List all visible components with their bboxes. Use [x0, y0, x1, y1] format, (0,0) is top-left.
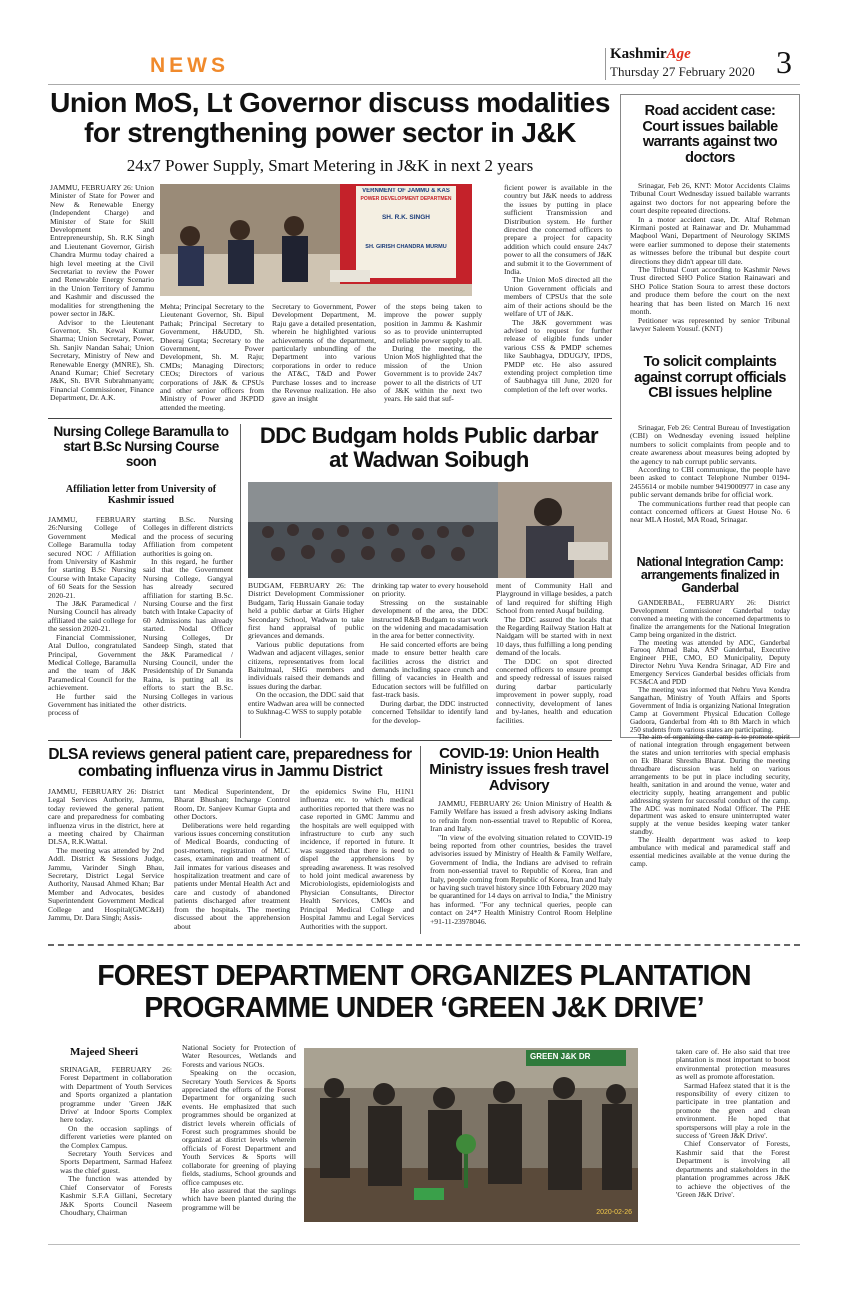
lead-headline-line-2: for strengthening power sector in J&K	[84, 117, 576, 148]
nursing-para: In this regard, he further said that the Government Nursing College, Gangyal has already secured affiliation for starting B.Sc. Nursing Course and the first batch with Intake Capacity of 60 Admissions has already started. Nodal Officer Nursing Colleges, Dr Sandeep Singh, stated that the J&K Paramedical / Nursing Council, under the Presidentship of Dr Sunanda Raina, is putting all its efforts to start the B.Sc. Nursing Colleges in various other districts.	[143, 557, 233, 709]
lead-col-3	[272, 303, 376, 404]
section-label: NEWS	[150, 54, 229, 77]
forest-col-1	[60, 1066, 172, 1217]
page-number: 3	[776, 44, 792, 80]
national-body	[630, 600, 790, 869]
lead-col-2	[160, 303, 264, 412]
covid-headline: COVID-19: Union Health Ministry issues fresh travel Advisory	[429, 745, 609, 794]
nursing-para: starting B.Sc. Nursing Colleges in different districts and the process of securing Affiliation from competent authorities is going on.	[143, 515, 233, 558]
nursing-subhead: Affiliation letter from University of Kashmir issued	[65, 484, 217, 506]
lead-headline	[40, 88, 620, 148]
forest-photo-stamp: 2020-02-26	[596, 1209, 632, 1216]
ddc-para: Various public deputations from Wadwan and adjacent villages, senior citizens, representatives from local Baitulmaal, SHG members and individuals raised their demands and issues during the darbar.	[248, 639, 364, 691]
nursing-col-1	[48, 516, 136, 718]
forest-para: Secretary Youth Services and Sports Department, Sarmad Hafeez was the chief guest.	[60, 1149, 172, 1175]
nursing-para: The J&K Paramedical / Nursing Council has already affiliated the said college for the session 2020-21.	[48, 599, 136, 634]
lead-col-1	[50, 184, 154, 403]
national-headline: National Integration Camp: arrangements finalized in Ganderbal	[636, 555, 784, 595]
nursing-para: Financial Commissioner, Atal Dulloo, congratulated Principal, Government Medical College, Baramulla and the team of J&K Paramedical Council for the achievement.	[48, 632, 136, 693]
masthead-divider	[605, 48, 606, 80]
dlsa-headline	[40, 746, 420, 780]
ddc-para: During darbar, the DDC instructed concerned Tehsildar to identify land for the develop-	[372, 698, 488, 725]
forest-byline: Majeed Sheeri	[70, 1046, 139, 1058]
section-divider	[48, 944, 800, 946]
paper-logo-left: Kashmir	[610, 46, 667, 62]
national-para: The meeting was attended by ADC, Ganderbal Farooq Ahmad Baba, ASP Ganderbal, Executive Engineer PHE, CMO, EO Municipality, Deputy Director Nehru Yuva Kendra Srinagar, AD Fire and Emergency Services Ganderbal besides officials from FCS&CA and PDD	[630, 638, 790, 687]
nursing-headline: Nursing College Baramulla to start B.Sc Nursing Course soon	[53, 424, 229, 469]
photo-banner-line-4: SH. GIRISH CHANDRA MURMU	[365, 244, 447, 250]
forest-para: The function was attended by Chief Conservator of Forests Kashmir S.F.A Gillani, Secretary J&K Sports Council Naseem Choudhary, Chairman	[60, 1174, 172, 1217]
forest-headline	[40, 960, 808, 1024]
cbi-body	[630, 424, 790, 525]
nursing-para: He further said the Government has initiated the process of	[48, 691, 136, 718]
covid-para: JAMMU, FEBRUARY 26: Union Ministry of Health & Family Welfare has issued a fresh advisory asking Indians to refrain from non-essential travel to Republic of Korea, Iran and Italy.	[430, 799, 612, 834]
photo-banner-line-1: VERNMENT OF JAMMU & KAS	[362, 188, 450, 194]
dlsa-para: Deliberations were held regarding various issues concerning constitution of Medical Boards, conducting of post-mortem, registration of MLC cases, examination and treatment of Jail inmates for various diseases and hospitalization treatment and care of patients under Mental Health Act and care and custody of abandoned patients discharged after treatment from the hospitals. The meeting discussed about the apprehension about	[174, 820, 290, 931]
forest-photo-art	[304, 1048, 638, 1222]
national-para: The meeting was informed that Nehru Yuva Kendra Sangathan, Ministry of Youth Affairs and Sports Government of India is organizing National Integration Camp at Government Physical Education College Gadoora, Ganderbal from 4th to 8th March in which 250 students from various states are participating.	[630, 685, 790, 734]
covid-para: "In view of the evolving situation related to COVID-19 being reported from other countries, besides the travel advisories issued by Ministry of Health & Family Welfare, Government of India, the Indians are advised to refrain from non-essential travel to Republic of Korea, Iran and Italy, people coming from Republic of Korea, Iran and Italy or having such travel history since 10th February 2020 may be quarantined for 14 days on arrival to India," the Ministry has informed. "For any technical queries, people can contact on 24*7 Health Ministry Control Room Helpline +91-11-23978046.	[430, 832, 612, 926]
lead-col-4	[384, 303, 482, 404]
cbi-headline: To solicit complaints against corrupt officials CBI issues helpline	[634, 354, 786, 401]
ddc-headline	[246, 424, 612, 472]
forest-photo-banner: GREEN J&K DR	[530, 1052, 591, 1061]
ddc-para: BUDGAM, FEBRUARY 26: The District Development Commissioner Budgam, Tariq Hussain Ganaie today held a public darbar at Girls Higher Secondary School, Wadwan to take first hand appraisal of public grievances and demands.	[248, 581, 364, 641]
ddc-para: He said concerted efforts are being made to ensure better health care facilities across the district and demands including space crunch and filling of vacancies in Health and Education sectors will be fulfilled on fast-track basis.	[372, 639, 488, 700]
road-para: The Tribunal Court according to Kashmir News Trust directed SHO Police Station Rainawari and SHO Police Station Soura to arrest these doctors and produce them before the court on the next hearing that has been listed on March 16 next month.	[630, 265, 790, 317]
masthead-rule	[48, 84, 800, 85]
page-bottom-rule	[48, 1244, 800, 1245]
road-para: Srinagar, Feb 26, KNT: Motor Accidents Claims Tribunal Court Wednesday issued bailable warrants against two doctors for not appearing before the court despite repeated directions.	[630, 181, 790, 216]
national-para: The Health department was asked to keep ambulance with medical and paramedical staff and essential medicines available at the venue during the camp.	[630, 836, 790, 868]
ddc-para: The DDC assured the locals that the Regarding Railway Station Halt at Naidgam will be started with in next 10 days, thus fulfilling a long pending demand of the locals.	[496, 614, 612, 658]
forest-col-2	[182, 1044, 296, 1212]
lead-para: JAMMU, FEBRUARY 26: Union Minister of State for Power and New & Renewable Energy (Independent Charge) and Minister of State for Skill Development and Entrepreneurship, Sh. R.K Singh and Lieutenant Governor, Girish Chandra Murmu today chaired a high level meeting at the Civil Secretariat to review the Power and Renewable Energy Scenario in the Union Territory of Jammu and Kashmir and discussed the modalities for strengthening the power sector in J&K.	[50, 183, 154, 319]
forest-para: Chief Conservator of Forests, Kashmir said that the Forest Department is involving all departments and stakeholders in the plantation programmes across J&K to achieve the objectives of the 'Green J&K Drive'.	[676, 1139, 790, 1199]
dlsa-para: The meeting was attended by 2nd Addl. District & Sessions Judge, Jammu, Varinder Singh Bhau, Secretary, District Legal Service Authority, Nausad Ahmed Khan; Bar Member and Advocates, besides Superintendent Government Medical College and Hospital(GMC&H) Jammu, Dr. Dara Singh; Assis-	[48, 845, 164, 923]
dlsa-col-3	[300, 788, 414, 931]
photo-banner-line-2: POWER DEVELOPMENT DEPARTMEN	[360, 196, 452, 202]
lead-para: The Union MoS directed all the Union Government officials and members of CPSUs that the sole aim of their actions should be the welfare of UT of J&K.	[504, 275, 612, 319]
forest-para: Sarmad Hafeez stated that it is the responsibility of every citizen to participate in tree plantation and promote the green and clean environment. He hoped that sportspersons will play a role in the success of 'Green J&K Drive'.	[676, 1080, 790, 1141]
road-para: Petitioner was represented by senior Tribunal lawyer Saleem Yousuf. (KNT)	[630, 315, 790, 333]
lead-para: of the steps being taken to improve the power supply position in Jammu & Kashmir so as to provide uninterrupted and reliable power supply to all.	[384, 302, 482, 345]
mid-rule	[48, 740, 612, 741]
lead-subhead: 24x7 Power Supply, Smart Metering in J&K in next 2 years	[126, 156, 534, 175]
ddc-para: On the occasion, the DDC said that entire Wadwan area will be connected to Sukhnag-C WSS to supply potable	[248, 690, 364, 717]
forest-col-3	[676, 1048, 790, 1199]
cbi-para: According to CBI communique, the people have been asked to contact Telephone Number 0194-2455614 or mobile number 9419000977 in case any public servant demands bribe for official work.	[630, 465, 790, 500]
lead-para: Mehta; Principal Secretary to the Lieutenant Governor, Sh. Bipul Pathak; Principal Secretary to Government, H&UDD, Sh. Dheeraj Gupta; Secretary to the Government, Power Development, Sh. M. Raju; CMDs; Managing Directors; CEOs; Directors of various corporations of J&K & CPSUs and other senior officers from Ministry of Power and JKPDD attended the meeting.	[160, 302, 264, 412]
nursing-col-2	[143, 516, 233, 709]
lead-para: The J&K government was advised to request for further release of eligible funds under various CSS & PMDP schemes like Saubhagya, DDUGJY, IPDS, PMDP etc. He also assured extending project completion time of Saubhagya till June, 2020 for completion of the left over works.	[504, 317, 612, 394]
paper-logo-right: Age	[666, 46, 691, 62]
lead-photo	[160, 184, 472, 296]
forest-headline-line-1: FOREST DEPARTMENT ORGANIZES PLANTATION	[97, 960, 751, 992]
forest-para: He also assured that the saplings which have been planted during the programme will be	[182, 1185, 296, 1212]
national-para: The aim of organizing the camp is to promote spirit of national integration through engagement between the states and union territories with special emphasis on Ek Bharat Shrestha Bharat. During the meeting threadbare discussion was held on various arrangements to be put in place including security, health, sanitation in and around the venue, water and electricity supply, heating arrangement and public addressing system for successful conduct of the camp. The ADC was nominated Nodal Officer. The PHE department was asked to ensure uninterrupted water supply at the venue besides keeping water tanker standby.	[630, 733, 790, 837]
cbi-para: Srinagar, Feb 26: Central Bureau of Investigation (CBI) on Wednesday evening issued helpline numbers to solicit complaints from people and to create awareness about measures being adopted by the agency to nab corrupt public servants.	[630, 423, 790, 466]
ddc-para: ment of Community Hall and Playground in village besides, a patch of land required for shifting High School from rented Auqaf building.	[496, 581, 612, 616]
covid-body	[430, 800, 612, 926]
ddc-headline-line-1: DDC Budgam holds Public darbar	[259, 423, 599, 448]
forest-para: Speaking on the occasion, Secretary Youth Services & Sports appreciated the efforts of the Forest Department for organizing such events. He emphasized that such programmes should be organized at district levels wherein officials of Forest such programmes should be organized at district levels wherein officials of Forest Department and Youth Services & Sports will collaborate for greening of playing fields, stadiums, School grounds and office campuses etc.	[182, 1068, 296, 1187]
paper-logo	[610, 46, 691, 63]
ddc-col-1	[248, 582, 364, 717]
lead-bottom-rule	[48, 418, 612, 419]
lead-para: Secretary to Government, Power Development Department, M. Raju gave a detailed presentation, wherein he highlighted various achievements of the department, particularly unbundling of the Department into various corporations in order to reduce the AT&C, T&D and Power Purchase losses and to increase the Revenue realization. He also gave an insight	[272, 302, 376, 404]
forest-headline-line-2: PROGRAMME UNDER ‘GREEN J&K DRIVE’	[144, 992, 704, 1024]
cbi-para: The communications further read that people can contact concerned officers at Guest House No. 6 near MLA Hostel, MA Road, Srinagar.	[630, 498, 790, 525]
lead-headline-line-1: Union MoS, Lt Governor discuss modalities	[50, 87, 610, 118]
lead-col-5	[504, 184, 612, 394]
ddc-para: The DDC on spot directed concerned officers to ensure prompt and speedy redressal of issues raised during darbar particularly improvement in power supply, road connectivity, development of lanes and by-lanes, health and education facilities.	[496, 656, 612, 725]
forest-para: SRINAGAR, FEBRUARY 26: Forest Department in collaboration with Department of Youth Services and Sports organized a plantation programme under 'Green J&K Drive' at Indoor Sports Complex here today.	[60, 1065, 172, 1125]
dlsa-para: JAMMU, FEBRUARY 26: District Legal Services Authority, Jammu, today reviewed the general patient care and preparedness for combating influenza virus in the district, here at a meeting chaired by Chairman DLSA, R.K.Wattal.	[48, 787, 164, 847]
photo-banner-line-3: SH. R.K. SINGH	[381, 214, 431, 221]
ddc-photo	[248, 482, 612, 578]
ddc-para: drinking tap water to every household on priority.	[372, 581, 488, 599]
ddc-para: Stressing on the sustainable development of the area, the DDC instructed R&B Budgam to start work on the widening and macadamisation in the area for better connectivity.	[372, 597, 488, 641]
dlsa-headline-line-1: DLSA reviews general patient care, preparedness for	[48, 746, 412, 763]
issue-date: Thursday 27 February 2020	[610, 64, 755, 79]
forest-para: taken care of. He also said that tree plantation is most important to boost environmental protection measures as well as promote afforestation.	[676, 1047, 790, 1082]
ddc-headline-line-2: at Wadwan Soibugh	[329, 447, 529, 472]
forest-para: On the occasion saplings of different varieties were planted on the Complex Campus.	[60, 1123, 172, 1150]
forest-photo	[304, 1048, 638, 1222]
ddc-col-3	[496, 582, 612, 725]
dlsa-para: tant Medical Superintendent, Dr Bharat Bhushan; Incharge Control Room, Dr. Sanjeev Kumar Gupta and other Doctors.	[174, 787, 290, 822]
dlsa-headline-line-2: combating influenza virus in Jammu District	[77, 763, 383, 780]
ddc-photo-art	[248, 482, 612, 578]
road-body	[630, 182, 790, 333]
lead-para: ficient power is available in the country but J&K needs to address the issues by putting in place sufficient Transmission and Distribution system. He further directed the concerned officers to prepare a project for capacity addition which could ensure 24x7 power to all the consumers of J&K and submit it to the Government of India.	[504, 183, 612, 277]
nursing-para: JAMMU, FEBRUARY 26:Nursing College of Government Medical College Baramulla today secured NOC / Affiliation from University of Kashmir for starting B.Sc Nursing Course with Intake Capacity of 60 Seats for the Session 2020-21.	[48, 515, 136, 600]
dlsa-col-1	[48, 788, 164, 923]
dlsa-col-2	[174, 788, 290, 931]
forest-para: National Society for Protection of Water Resources, Wetlands and Forests and various NGOs.	[182, 1043, 296, 1069]
lead-para: Advisor to the Lieutenant Governor, Sh. Kewal Kumar Sharma; Union Secretary, Power, Sh. Sanjiv Nandan Sahai; Union Secretary, Ministry of New and Renewable Energy (MNRE), Sh. Anand Kumar; Chief Secretary J&K, Sh. BVR Subrahmanyam; Financial Commissioner, Finance Department, Dr. A.K.	[50, 317, 154, 403]
road-headline: Road accident case: Court issues bailable warrants against two doctors	[642, 103, 778, 166]
nursing-divider	[240, 424, 241, 738]
dlsa-para: the epidemics Swine Flu, H1N1 influenza etc. to which medical authorities reported that there was no case reported in GMC Jammu and the hospitals are well equipped with infrastructure to curb any such incidence, if reported in future. It was suggested that there is need to dispel the apprehensions by spreading awareness. It was resolved to hold joint medical awareness by Microbiologists, epidemiologists and Physician Consultants, Director Health Services, CMOs and Principal Medical College and Hospital Jammu and Legal Services Authorities with the support.	[300, 787, 414, 931]
ddc-col-2	[372, 582, 488, 725]
covid-divider	[420, 746, 421, 934]
lead-para: During the meeting, the Union MoS highlighted that the mission of the Union Government is to provide 24x7 power to all the districts of UT of J&K within the next two years. He said that suf-	[384, 344, 482, 404]
road-para: In a motor accident case, Dr. Altaf Rehman Kirmani posted at Rainawar and Dr. Muhammad Maqbool Wani, Department of Neurology SKIMS were earlier summoned to depose their statements as witnesses before the tribunal but despite court directions they didn't appear till date.	[630, 214, 790, 266]
national-para: GANDERBAL, FEBRUARY 26: District Development Commissioner Ganderbal today convened a meeting with the concerned departments to finalize the arrangements for the National Integration Camp being organized in the district.	[630, 599, 790, 639]
